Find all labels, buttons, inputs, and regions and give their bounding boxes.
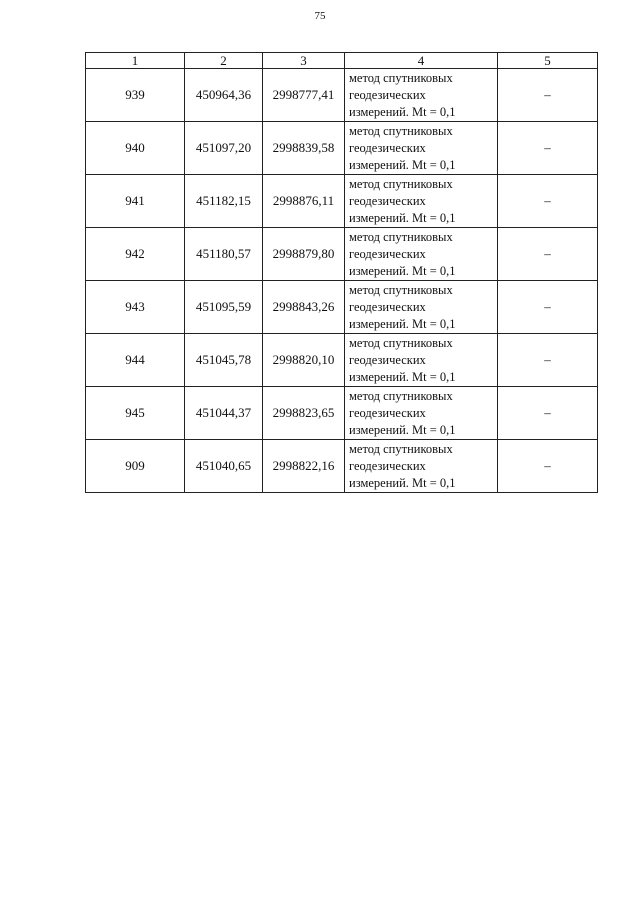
method-line: измерений. Mt = 0,1 [349,422,456,437]
page-number: 75 [314,10,326,22]
method-line: измерений. Mt = 0,1 [349,104,456,119]
table-row [86,228,598,281]
table-header-row [86,53,598,69]
note-cell: – [498,281,598,334]
method-line: измерений. Mt = 0,1 [349,263,456,278]
column-header-1: 1 [86,53,185,69]
x-coordinate-cell: 451045,78 [185,334,263,387]
x-coordinate-cell: 451180,57 [185,228,263,281]
column-header-4: 4 [345,53,498,69]
note-cell: – [498,175,598,228]
method-line: геодезических [349,405,426,420]
point-number-cell: 940 [86,122,185,175]
method-line: метод спутниковых [349,282,453,297]
method-cell [345,334,498,387]
method-line: метод спутниковых [349,441,453,456]
column-header-2: 2 [185,53,263,69]
point-number-cell: 941 [86,175,185,228]
x-coordinate-cell: 451097,20 [185,122,263,175]
y-coordinate-cell: 2998823,65 [263,387,345,440]
table-row [86,69,598,122]
table-row [86,175,598,228]
method-line: геодезических [349,246,426,261]
point-number-cell: 943 [86,281,185,334]
method-line: геодезических [349,193,426,208]
method-line: измерений. Mt = 0,1 [349,369,456,384]
table-row [86,440,598,493]
method-cell [345,122,498,175]
x-coordinate-cell: 450964,36 [185,69,263,122]
method-line: геодезических [349,352,426,367]
table-row [86,387,598,440]
note-cell: – [498,228,598,281]
point-number-cell: 939 [86,69,185,122]
y-coordinate-cell: 2998820,10 [263,334,345,387]
column-header-3: 3 [263,53,345,69]
method-cell [345,440,498,493]
method-line: метод спутниковых [349,176,453,191]
method-cell [345,228,498,281]
point-number-cell: 944 [86,334,185,387]
note-cell: – [498,334,598,387]
method-line: метод спутниковых [349,335,453,350]
method-cell [345,387,498,440]
y-coordinate-cell: 2998777,41 [263,69,345,122]
y-coordinate-cell: 2998822,16 [263,440,345,493]
note-cell: – [498,387,598,440]
note-cell: – [498,122,598,175]
point-number-cell: 945 [86,387,185,440]
method-line: геодезических [349,299,426,314]
note-cell: – [498,69,598,122]
method-line: метод спутниковых [349,70,453,85]
method-cell [345,69,498,122]
point-number-cell: 909 [86,440,185,493]
x-coordinate-cell: 451095,59 [185,281,263,334]
method-line: метод спутниковых [349,123,453,138]
table-row [86,281,598,334]
y-coordinate-cell: 2998839,58 [263,122,345,175]
x-coordinate-cell: 451044,37 [185,387,263,440]
y-coordinate-cell: 2998843,26 [263,281,345,334]
method-line: геодезических [349,458,426,473]
note-cell: – [498,440,598,493]
table-row [86,334,598,387]
method-line: метод спутниковых [349,229,453,244]
method-line: измерений. Mt = 0,1 [349,210,456,225]
method-line: геодезических [349,140,426,155]
table-row [86,122,598,175]
y-coordinate-cell: 2998876,11 [263,175,345,228]
method-cell [345,175,498,228]
x-coordinate-cell: 451182,15 [185,175,263,228]
x-coordinate-cell: 451040,65 [185,440,263,493]
method-line: метод спутниковых [349,388,453,403]
y-coordinate-cell: 2998879,80 [263,228,345,281]
method-line: измерений. Mt = 0,1 [349,157,456,172]
method-line: измерений. Mt = 0,1 [349,316,456,331]
method-line: геодезических [349,87,426,102]
method-cell [345,281,498,334]
column-header-5: 5 [498,53,598,69]
coordinates-table [85,52,598,493]
method-line: измерений. Mt = 0,1 [349,475,456,490]
point-number-cell: 942 [86,228,185,281]
